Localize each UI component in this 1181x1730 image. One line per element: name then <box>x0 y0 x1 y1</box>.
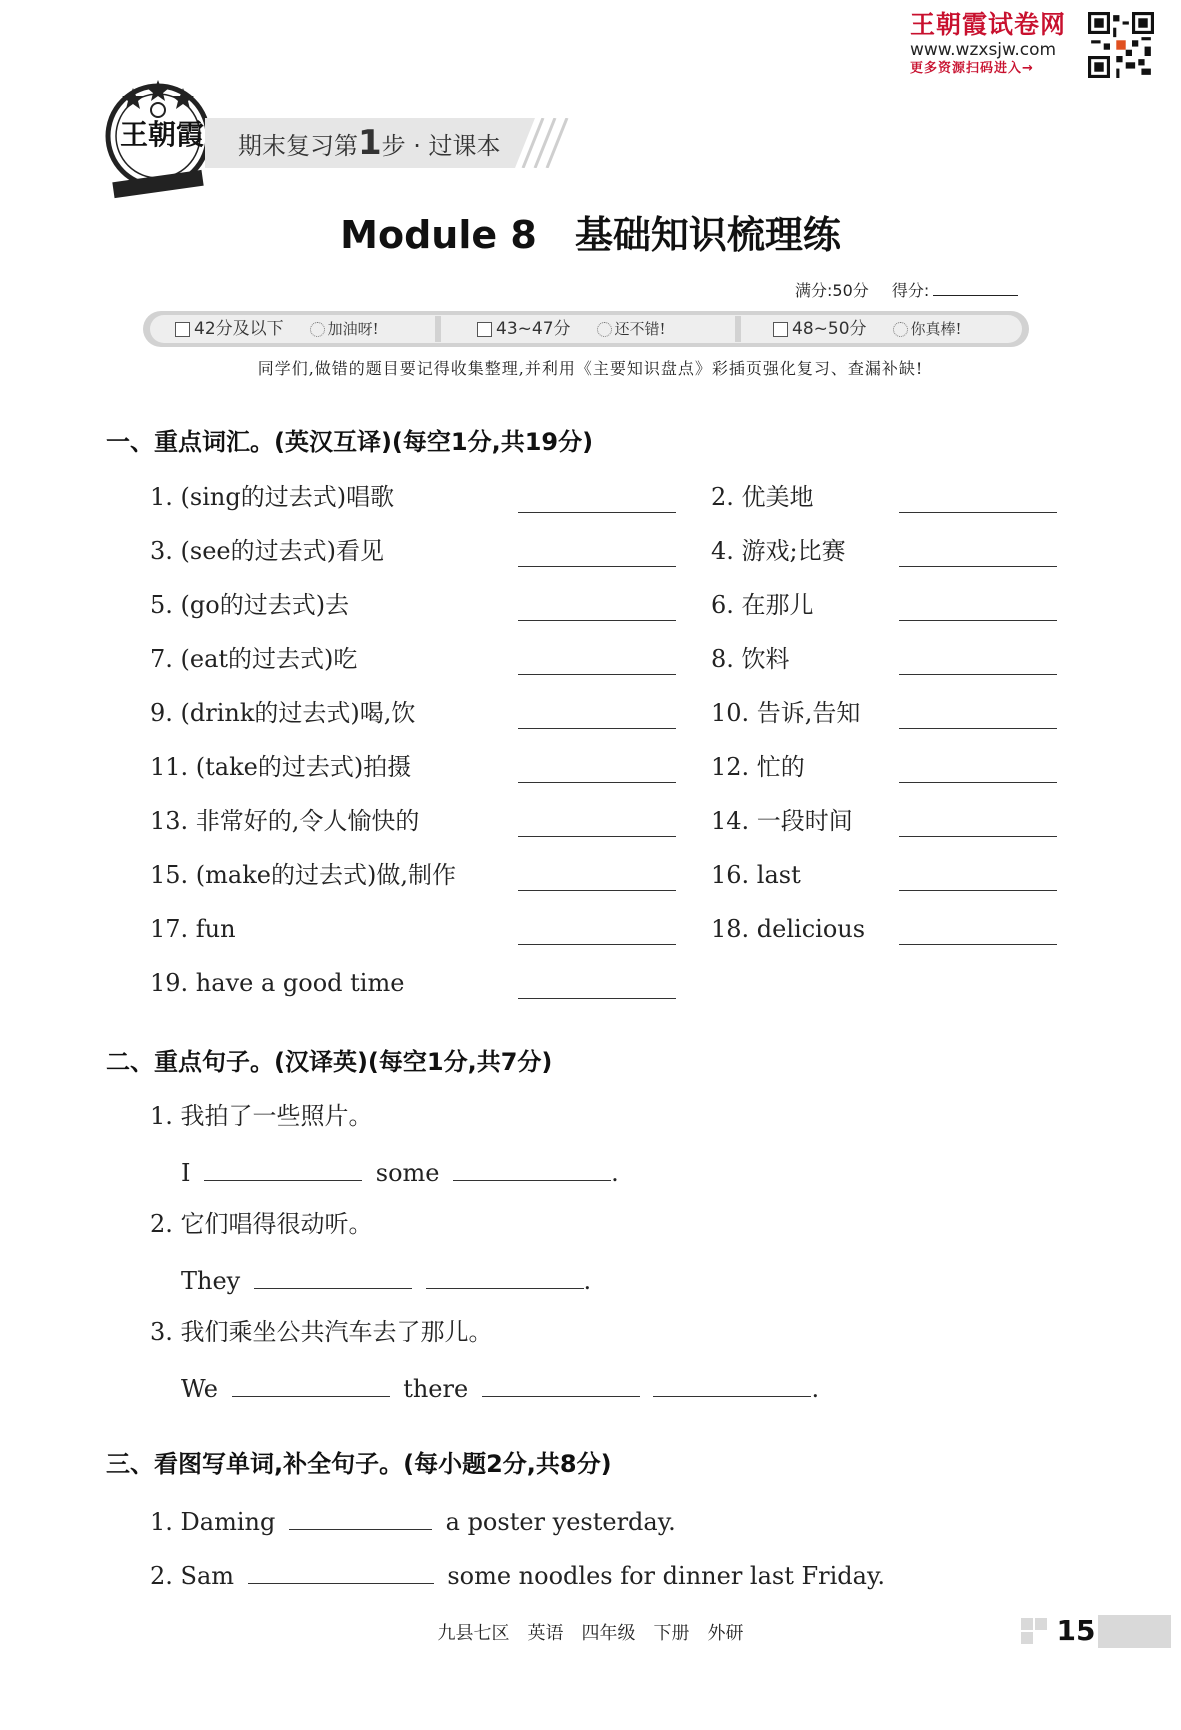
picture-question <box>150 1503 676 1538</box>
sentence-end: . <box>583 1267 592 1295</box>
smiley-icon <box>310 322 325 337</box>
answer-blank[interactable] <box>232 1370 390 1397</box>
vocab-item: 6. 在那儿 <box>711 591 814 619</box>
level-range: 43~47分 <box>496 319 571 339</box>
vocab-item: 7. (eat的过去式)吃 <box>150 645 358 673</box>
answer-blank[interactable] <box>518 782 676 783</box>
vocab-item: 17. fun <box>150 915 236 943</box>
level-checkbox[interactable] <box>175 322 190 337</box>
vocab-item: 12. 忙的 <box>711 753 805 781</box>
sentence-prompt: 1. 我拍了一些照片。 <box>150 1102 373 1130</box>
vocab-item: 9. (drink的过去式)喝,饮 <box>150 699 416 727</box>
answer-blank[interactable] <box>426 1262 584 1289</box>
answer-blank[interactable] <box>254 1262 412 1289</box>
qr-code-icon[interactable] <box>1088 12 1154 78</box>
answer-blank[interactable] <box>518 674 676 675</box>
section-3-heading: 三、看图写单词,补全句子。(每小题2分,共8分) <box>106 1450 612 1478</box>
score-line <box>795 280 1018 302</box>
answer-blank[interactable] <box>899 782 1057 783</box>
vocab-item: 8. 饮料 <box>711 645 790 673</box>
level-segment-2 <box>477 316 666 342</box>
sentence-word: some <box>375 1159 440 1187</box>
sentence-word: They <box>181 1267 241 1295</box>
picture-question <box>150 1557 885 1592</box>
answer-blank[interactable] <box>899 674 1057 675</box>
level-note: 还不错! <box>614 320 666 338</box>
banner-suffix: 步 · 过课本 <box>381 132 501 160</box>
sentence-answer <box>181 1370 819 1405</box>
answer-blank[interactable] <box>899 512 1057 513</box>
answer-blank[interactable] <box>518 998 676 999</box>
answer-blank[interactable] <box>518 512 676 513</box>
sentence-prompt: 2. 它们唱得很动听。 <box>150 1210 373 1238</box>
answer-blank[interactable] <box>899 620 1057 621</box>
answer-blank[interactable] <box>899 944 1057 945</box>
answer-blank[interactable] <box>248 1557 434 1584</box>
vocab-item: 16. last <box>711 861 801 889</box>
vocab-item: 19. have a good time <box>150 969 405 997</box>
vocab-item: 3. (see的过去式)看见 <box>150 537 384 565</box>
level-checkbox[interactable] <box>477 322 492 337</box>
score-blank[interactable] <box>933 281 1018 296</box>
vocab-item: 4. 游戏;比赛 <box>711 537 846 565</box>
answer-blank[interactable] <box>518 890 676 891</box>
brand-url[interactable]: www.wzxsjw.com <box>910 40 1057 60</box>
logo-text: 王朝霞 <box>120 118 205 151</box>
level-divider <box>435 316 441 342</box>
brand-tagline: 更多资源扫码进入→ <box>910 61 1034 76</box>
question-end: a poster yesterday. <box>445 1508 676 1536</box>
level-segment-1 <box>175 316 379 342</box>
smiley-icon <box>893 322 908 337</box>
answer-blank[interactable] <box>289 1503 432 1530</box>
answer-blank[interactable] <box>653 1370 811 1397</box>
answer-blank[interactable] <box>453 1154 611 1181</box>
answer-blank[interactable] <box>482 1370 640 1397</box>
vocab-item: 14. 一段时间 <box>711 807 853 835</box>
question-end: some noodles for dinner last Friday. <box>447 1562 885 1590</box>
section-1-heading: 一、重点词汇。(英汉互译)(每空1分,共19分) <box>106 428 594 456</box>
vocab-item: 11. (take的过去式)拍摄 <box>150 753 412 781</box>
answer-blank[interactable] <box>518 728 676 729</box>
sentence-word: We <box>181 1375 218 1403</box>
level-divider <box>735 316 741 342</box>
sentence-prompt: 3. 我们乘坐公共汽车去了那儿。 <box>150 1318 493 1346</box>
vocab-item: 1. (sing的过去式)唱歌 <box>150 483 395 511</box>
level-range: 42分及以下 <box>194 319 284 339</box>
vocab-item: 18. delicious <box>711 915 866 943</box>
answer-blank[interactable] <box>899 566 1057 567</box>
answer-blank[interactable] <box>899 890 1057 891</box>
sentence-word: there <box>403 1375 469 1403</box>
answer-blank[interactable] <box>518 620 676 621</box>
banner-step-number: 1 <box>358 123 382 163</box>
level-note: 你真棒! <box>910 320 962 338</box>
brand-block <box>910 10 1085 78</box>
section-2-heading: 二、重点句子。(汉译英)(每空1分,共7分) <box>106 1048 553 1076</box>
answer-blank[interactable] <box>518 944 676 945</box>
sentence-end: . <box>811 1375 820 1403</box>
page-number: 15 <box>1056 1614 1096 1647</box>
banner-prefix: 期末复习第 <box>238 132 358 160</box>
question-start: 2. Sam <box>150 1562 235 1590</box>
sentence-end: . <box>611 1159 619 1187</box>
level-range: 48~50分 <box>792 319 867 339</box>
answer-blank[interactable] <box>204 1154 362 1181</box>
vocab-item: 15. (make的过去式)做,制作 <box>150 861 456 889</box>
answer-blank[interactable] <box>899 728 1057 729</box>
vocab-item: 10. 告诉,告知 <box>711 699 861 727</box>
score-got-label: 得分: <box>891 281 930 300</box>
page-number-tab <box>1098 1615 1171 1648</box>
answer-blank[interactable] <box>899 836 1057 837</box>
answer-blank[interactable] <box>518 836 676 837</box>
sentence-answer <box>181 1262 591 1297</box>
level-segment-3 <box>773 316 962 342</box>
sentence-word: I <box>181 1159 191 1187</box>
sentence-answer <box>181 1154 619 1189</box>
smiley-icon <box>597 322 612 337</box>
vocab-item: 2. 优美地 <box>711 483 814 511</box>
page-title: Module 8 基础知识梳理练 <box>340 213 841 257</box>
vocab-item: 13. 非常好的,令人愉快的 <box>150 807 420 835</box>
footer-text: 九县七区 英语 四年级 下册 外研 <box>437 1623 744 1644</box>
vocab-item: 5. (go的过去式)去 <box>150 591 350 619</box>
level-checkbox[interactable] <box>773 322 788 337</box>
notice-text: 同学们,做错的题目要记得收集整理,并利用《主要知识盘点》彩插页强化复习、查漏补缺! <box>257 359 924 378</box>
full-score-label: 满分:50分 <box>795 281 869 300</box>
answer-blank[interactable] <box>518 566 676 567</box>
level-note: 加油呀! <box>327 320 379 338</box>
question-start: 1. Daming <box>150 1508 276 1536</box>
brand-title: 王朝霞试卷网 <box>910 10 1067 39</box>
banner-text <box>238 123 501 163</box>
page-corner-icon <box>1021 1618 1049 1646</box>
